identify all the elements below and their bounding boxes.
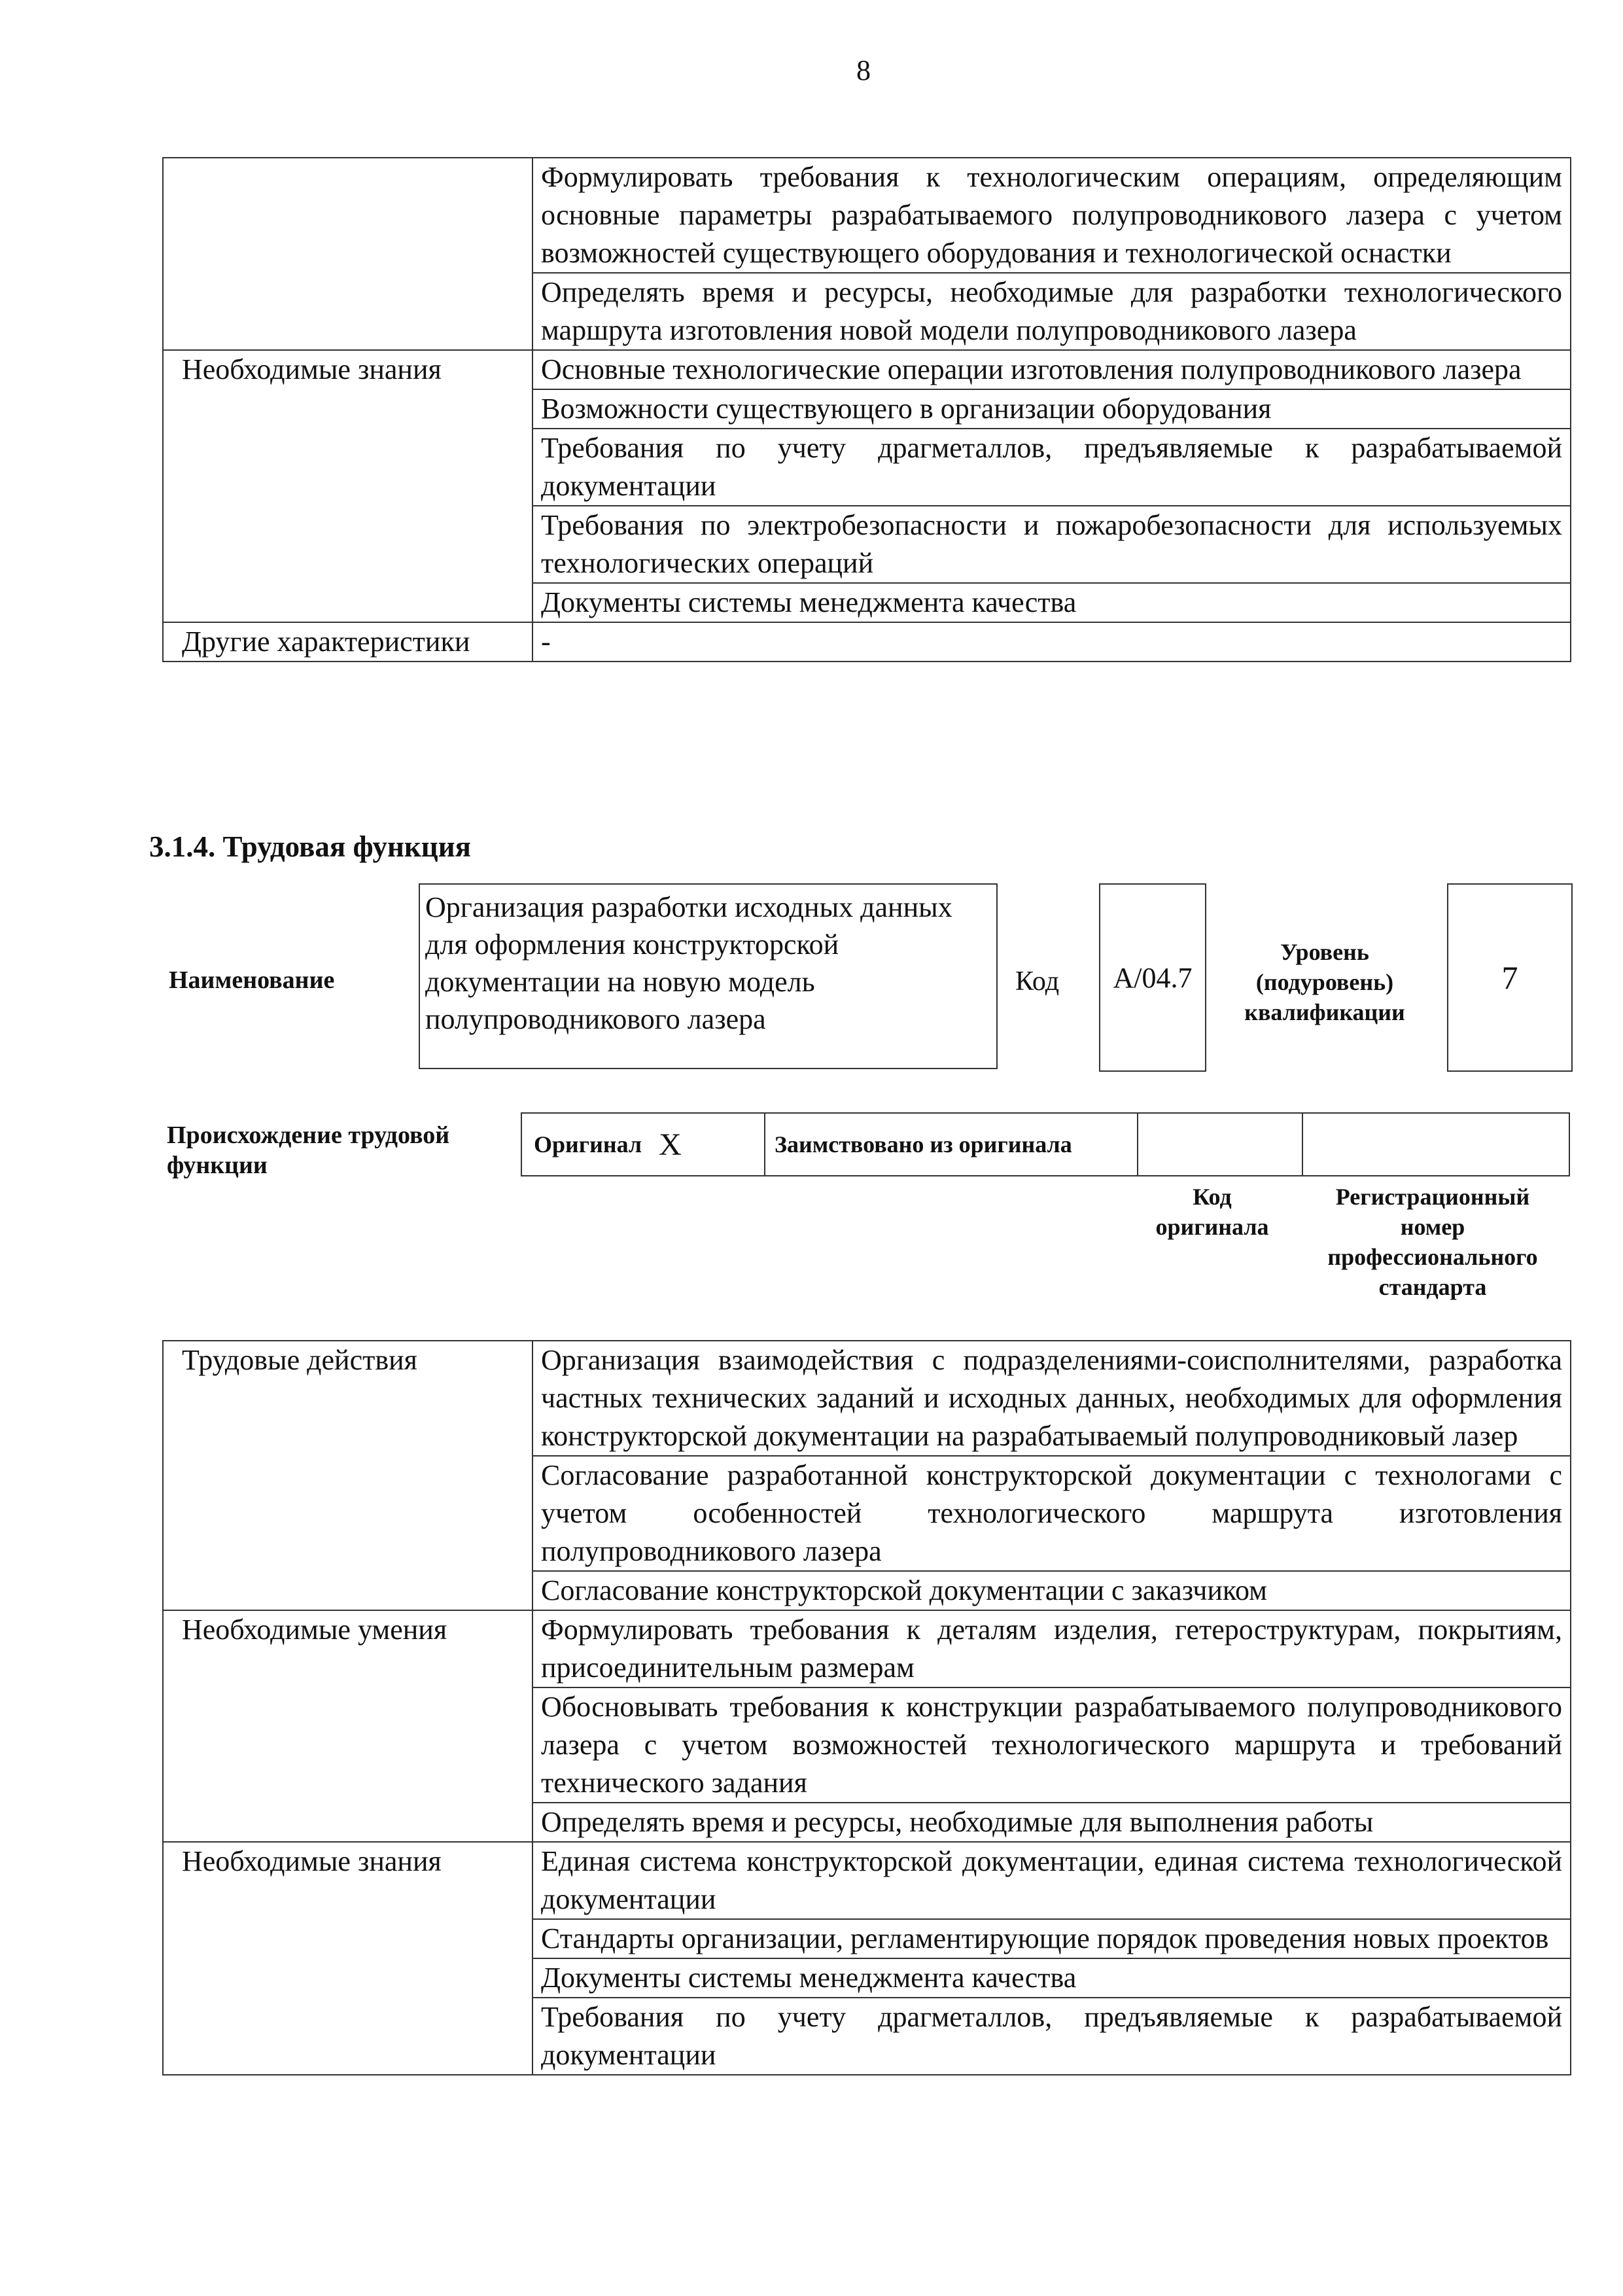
code-value: А/04.7 — [1113, 961, 1193, 994]
row-cell: Документы системы менеджмента качества — [532, 1958, 1571, 1998]
origin-row — [521, 1112, 1570, 1176]
row-cell: Определять время и ресурсы, необходимые для разработки технологического маршрута изготовления новой модели полупроводникового лазера — [532, 273, 1571, 350]
row-cell: Определять время и ресурсы, необходимые для выполнения работы — [532, 1803, 1571, 1842]
function-name-box — [419, 883, 998, 1069]
row-cell: Документы системы менеджмента качества — [532, 583, 1571, 622]
borrowed-label: Заимствовано из оригинала — [775, 1131, 1072, 1157]
original-label: Оригинал — [534, 1131, 642, 1157]
row-cell: Основные технологические операции изготовления полупроводникового лазера — [532, 350, 1571, 389]
code-box — [1099, 883, 1206, 1072]
row-label: Другие характеристики — [163, 622, 532, 662]
table-row — [163, 1341, 1571, 1456]
origin-reg-cell — [1303, 1114, 1569, 1175]
table-row — [163, 158, 1571, 273]
table-row — [163, 1842, 1571, 1919]
row-cell: Согласование разработанной конструкторской документации с технологами с учетом особенностей технологического маршрута изготовления полупроводникового лазера — [532, 1456, 1571, 1571]
row-cell: Организация взаимодействия с подразделениями-соисполнителями, разработка частных технических заданий и исходных данных, необходимых для оформления конструкторской документации на разрабатываемый полупроводниковый лазер — [532, 1341, 1571, 1456]
requirements-table — [162, 1340, 1571, 2075]
level-box — [1447, 883, 1573, 1072]
row-cell: Стандарты организации, регламентирующие порядок проведения новых проектов — [532, 1919, 1571, 1958]
origin-borrowed-cell — [765, 1114, 1138, 1175]
row-cell: Требования по учету драгметаллов, предъявляемые к разрабатываемой документации — [532, 429, 1571, 506]
function-name-value: Организация разработки исходных данных для оформления конструкторской документации на новую модель полупроводникового лазера — [425, 891, 952, 1035]
row-cell: Обосновывать требования к конструкции разрабатываемого полупроводникового лазера с учетом возможностей технологического маршрута и требований технического задания — [532, 1687, 1571, 1803]
row-cell: - — [532, 622, 1571, 662]
row-label: Необходимые умения — [163, 1610, 532, 1842]
row-cell: Возможности существующего в организации оборудования — [532, 389, 1571, 429]
row-cell: Согласование конструкторской документации с заказчиком — [532, 1571, 1571, 1610]
original-mark: X — [659, 1127, 682, 1162]
section-title: 3.1.4. Трудовая функция — [149, 830, 472, 863]
level-value: 7 — [1501, 959, 1518, 996]
row-label: Необходимые знания — [163, 350, 532, 622]
table-row — [163, 350, 1571, 389]
code-label: Код — [1015, 966, 1060, 997]
origin-code-cell — [1138, 1114, 1303, 1175]
row-cell: Единая система конструкторской документации, единая система технологической документации — [532, 1842, 1571, 1919]
code-caption: Код оригинала — [1155, 1184, 1269, 1240]
row-label — [163, 158, 532, 350]
level-label: Уровень (подуровень) квалификации — [1244, 939, 1405, 1025]
name-label: Наименование — [169, 966, 335, 994]
origin-label: Происхождение трудовой функции — [167, 1122, 450, 1179]
row-cell: Формулировать требования к деталям изделия, гетероструктурам, покрытиям, присоединительным размерам — [532, 1610, 1571, 1687]
row-cell: Требования по электробезопасности и пожаробезопасности для используемых технологических операций — [532, 506, 1571, 583]
origin-original-cell — [522, 1114, 765, 1175]
reg-caption: Регистрационный номер профессионального стандарта — [1327, 1184, 1538, 1300]
row-cell: Формулировать требования к технологическим операциям, определяющим основные параметры разрабатываемого полупроводникового лазера с учетом возможностей существующего оборудования и технологической оснастки — [532, 158, 1571, 273]
row-label: Необходимые знания — [163, 1842, 532, 2075]
table-row — [163, 1610, 1571, 1687]
page-number: 8 — [856, 54, 871, 86]
row-cell: Требования по учету драгметаллов, предъявляемые к разрабатываемой документации — [532, 1998, 1571, 2075]
table-row — [163, 622, 1571, 662]
requirements-table-continued — [162, 157, 1571, 662]
row-label: Трудовые действия — [163, 1341, 532, 1610]
